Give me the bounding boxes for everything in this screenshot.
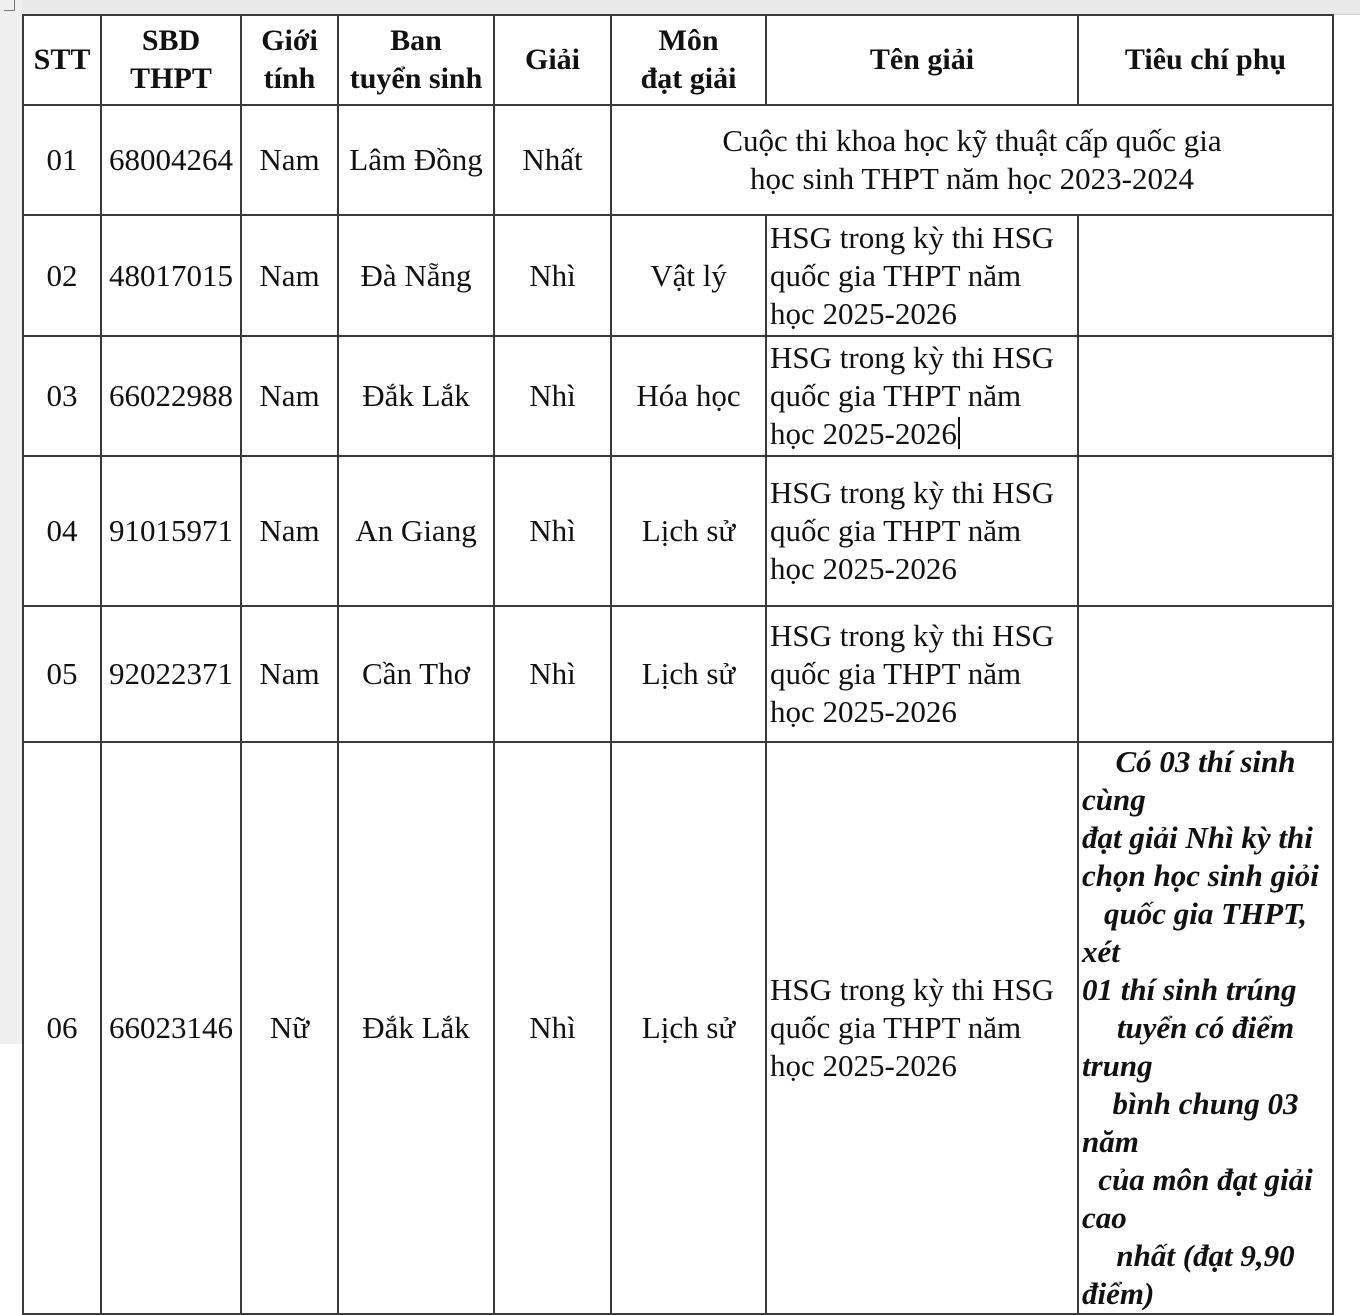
table-row [23, 336, 1333, 456]
table-row [23, 456, 1333, 606]
prize-name-line-2: quốc gia THPT năm [770, 1010, 1022, 1045]
extra-note-line-7: bình chung 03 năm [1082, 1086, 1299, 1159]
header-prize-name: Tên giải [766, 15, 1078, 105]
cell-subject: Lịch sử [611, 606, 766, 742]
cell-stt: 04 [23, 456, 101, 606]
header-row [23, 15, 1333, 105]
extra-note-line-8: của môn đạt giải cao [1082, 1162, 1313, 1235]
header-board [338, 15, 494, 105]
table-row [23, 742, 1333, 1314]
cell-stt: 05 [23, 606, 101, 742]
extra-note-line-5: 01 thí sinh trúng [1082, 972, 1297, 1007]
cell-stt: 02 [23, 215, 101, 336]
prize-name-line-1: HSG trong kỳ thi HSG [770, 475, 1055, 510]
prize-name-line-1: HSG trong kỳ thi HSG [770, 972, 1055, 1007]
cell-board: Đắk Lắk [338, 742, 494, 1314]
prize-name-line-2: quốc gia THPT năm [770, 378, 1022, 413]
cell-sbd: 91015971 [101, 456, 241, 606]
prize-name-line-3: học 2025-2026 [770, 416, 957, 451]
cell-prize: Nhì [494, 456, 611, 606]
cell-sbd: 48017015 [101, 215, 241, 336]
cell-extra-criteria [1078, 336, 1333, 456]
cell-prize: Nhì [494, 336, 611, 456]
cell-prize: Nhất [494, 105, 611, 215]
page-corner-mark [4, 0, 15, 11]
header-extra-criteria: Tiêu chí phụ [1078, 15, 1333, 105]
awards-table [22, 14, 1334, 1315]
cell-board: Đà Nẵng [338, 215, 494, 336]
cell-subject: Vật lý [611, 215, 766, 336]
cell-prize-name [766, 215, 1078, 336]
header-sbd-line-2: THPT [130, 62, 212, 95]
cell-subject: Hóa học [611, 336, 766, 456]
header-gender-line-2: tính [263, 62, 316, 95]
cell-prize-name [766, 456, 1078, 606]
prize-name-line-3-wrap [770, 415, 1074, 453]
header-subject-line-2: đạt giải [640, 62, 737, 95]
header-board-line-1: Ban [390, 24, 442, 57]
prize-name-line-2: quốc gia THPT năm [770, 513, 1022, 548]
table-row [23, 606, 1333, 742]
cell-gender: Nam [241, 456, 338, 606]
cell-extra-criteria-note [1078, 742, 1333, 1314]
extra-note-line-9: nhất (đạt 9,90 điểm) [1082, 1238, 1295, 1311]
prize-name-line-1: Cuộc thi khoa học kỹ thuật cấp quốc gia [722, 123, 1222, 158]
cell-gender: Nam [241, 606, 338, 742]
prize-name-line-1: HSG trong kỳ thi HSG [770, 340, 1055, 375]
prize-name-line-3: học 2025-2026 [770, 694, 957, 729]
header-subject [611, 15, 766, 105]
extra-note-line-4: quốc gia THPT, xét [1082, 896, 1307, 969]
cell-sbd: 68004264 [101, 105, 241, 215]
cell-prize: Nhì [494, 742, 611, 1314]
extra-note-line-6: tuyển có điểm trung [1082, 1010, 1295, 1083]
header-gender [241, 15, 338, 105]
cell-gender: Nam [241, 105, 338, 215]
cell-subject: Lịch sử [611, 456, 766, 606]
cell-prize: Nhì [494, 215, 611, 336]
cell-board: An Giang [338, 456, 494, 606]
cell-stt: 06 [23, 742, 101, 1314]
cell-stt: 01 [23, 105, 101, 215]
cell-board: Cần Thơ [338, 606, 494, 742]
page-edge-top [0, 0, 1360, 15]
header-subject-line-1: Môn [658, 24, 719, 57]
header-sbd [101, 15, 241, 105]
extra-note-line-3: chọn học sinh giỏi [1082, 858, 1319, 893]
cell-sbd: 66023146 [101, 742, 241, 1314]
cell-prize-name [766, 606, 1078, 742]
cell-gender: Nữ [241, 742, 338, 1314]
extra-note-line-2: đạt giải Nhì kỳ thi [1082, 820, 1313, 855]
cell-extra-criteria [1078, 456, 1333, 606]
header-sbd-line-1: SBD [141, 24, 201, 57]
header-board-line-2: tuyển sinh [349, 62, 483, 95]
prize-name-line-2: quốc gia THPT năm [770, 257, 1022, 293]
prize-name-line-2: quốc gia THPT năm [770, 656, 1022, 691]
page-edge-left [0, 0, 22, 1044]
cell-subject: Lịch sử [611, 742, 766, 1314]
table-row [23, 215, 1333, 336]
cell-board: Đắk Lắk [338, 336, 494, 456]
text-cursor [958, 417, 960, 449]
cell-sbd: 92022371 [101, 606, 241, 742]
cell-prize-name-merged [611, 105, 1333, 215]
table-row [23, 105, 1333, 215]
prize-name-line-3: học 2025-2026 [770, 551, 957, 586]
cell-extra-criteria [1078, 606, 1333, 742]
cell-sbd: 66022988 [101, 336, 241, 456]
cell-prize-name [766, 742, 1078, 1314]
prize-name-line-2: học sinh THPT năm học 2023-2024 [749, 161, 1195, 196]
cell-prize: Nhì [494, 606, 611, 742]
header-stt: STT [23, 15, 101, 105]
header-prize: Giải [494, 15, 611, 105]
cell-gender: Nam [241, 215, 338, 336]
cell-gender: Nam [241, 336, 338, 456]
header-gender-line-1: Giới [261, 24, 318, 57]
prize-name-line-1: HSG trong kỳ thi HSG [770, 618, 1055, 653]
cell-extra-criteria [1078, 215, 1333, 336]
extra-note-line-1: Có 03 thí sinh cùng [1082, 744, 1296, 817]
cell-stt: 03 [23, 336, 101, 456]
prize-name-line-3: học 2025-2026 [770, 295, 957, 331]
cell-board: Lâm Đồng [338, 105, 494, 215]
prize-name-line-3: học 2025-2026 [770, 1048, 957, 1083]
cell-prize-name[interactable] [766, 336, 1078, 456]
prize-name-line-1: HSG trong kỳ thi HSG [770, 219, 1055, 255]
